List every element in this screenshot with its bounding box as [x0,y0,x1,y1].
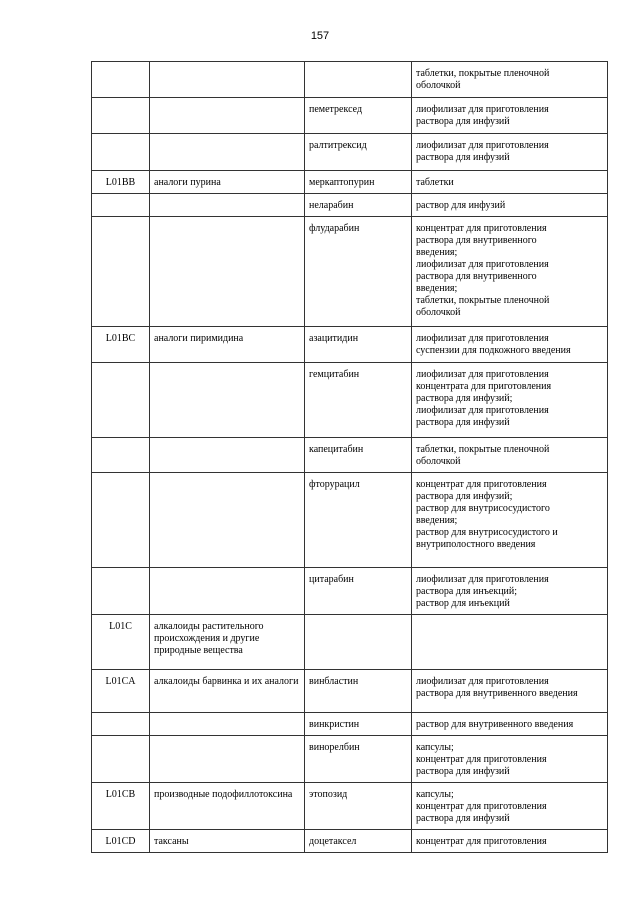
table-row [92,438,608,473]
table-row [92,670,608,713]
drug-name-cell: гемцитабин [305,363,412,438]
table-row [92,736,608,783]
dosage-form-line: лиофилизат для приготовления [416,574,549,585]
group-name-cell [150,194,305,217]
group-name-cell: аналоги пурина [150,171,305,194]
atc-code-cell: L01CA [92,670,150,713]
dosage-form-line: раствор для инъекций [416,598,510,609]
group-name-cell [150,736,305,783]
dosage-forms-cell [412,134,608,171]
dosage-forms-cell [412,783,608,830]
group-name-cell: производные подофиллотоксина [150,783,305,830]
dosage-forms-cell [412,473,608,568]
dosage-forms-cell [412,438,608,473]
drug-name-cell [305,62,412,98]
table-row [92,327,608,363]
dosage-form-line: капсулы; [416,789,454,800]
atc-code-cell [92,568,150,615]
dosage-form-line: концентрат для приготовления [416,801,547,812]
table-row [92,194,608,217]
drug-name-cell: винкристин [305,713,412,736]
dosage-form-line: таблетки [416,177,454,188]
atc-code-cell [92,194,150,217]
dosage-form-line: лиофилизат для приготовления [416,676,549,687]
drug-name-cell: азацитидин [305,327,412,363]
dosage-forms-cell [412,736,608,783]
dosage-forms-cell [412,171,608,194]
group-name-cell [150,134,305,171]
dosage-forms-cell [412,568,608,615]
atc-code-cell: L01CB [92,783,150,830]
dosage-form-line: введения; [416,515,458,526]
atc-code-cell [92,438,150,473]
drug-name-cell: доцетаксел [305,830,412,853]
page-number: 157 [310,30,330,42]
group-name-cell [150,473,305,568]
dosage-form-line: оболочкой [416,307,461,318]
dosage-form-line: таблетки, покрытые пленочной [416,68,550,79]
drug-name-cell: фторурацил [305,473,412,568]
table-row [92,830,608,853]
table-row [92,783,608,830]
dosage-form-line: лиофилизат для приготовления [416,333,549,344]
table-row [92,473,608,568]
dosage-form-line: раствора для внутривенного [416,235,537,246]
atc-code-cell: L01CD [92,830,150,853]
dosage-forms-cell [412,327,608,363]
dosage-form-line: лиофилизат для приготовления [416,369,549,380]
dosage-form-line: таблетки, покрытые пленочной [416,444,550,455]
atc-code-cell: L01BB [92,171,150,194]
dosage-form-line: раствора для инфузий [416,116,510,127]
group-name-cell [150,98,305,134]
dosage-forms-cell [412,62,608,98]
atc-code-cell [92,134,150,171]
drug-name-cell: этопозид [305,783,412,830]
dosage-form-line: оболочкой [416,80,461,91]
group-name-cell: таксаны [150,830,305,853]
dosage-form-line: раствор для инфузий [416,200,506,211]
dosage-form-line: капсулы; [416,742,454,753]
dosage-forms-cell [412,713,608,736]
dosage-form-line: раствора для инфузий [416,766,510,777]
dosage-form-line: введения; [416,247,458,258]
atc-code-cell [92,98,150,134]
dosage-form-line: раствор для внутрисосудистого и [416,527,558,538]
dosage-form-line: лиофилизат для приготовления [416,140,549,151]
group-name-cell [150,713,305,736]
drug-name-cell: неларабин [305,194,412,217]
table-row [92,171,608,194]
dosage-form-line: введения; [416,283,458,294]
dosage-form-line: концентрат для приготовления [416,479,547,490]
drug-name-cell: пеметрексед [305,98,412,134]
dosage-form-line: концентрата для приготовления [416,381,552,392]
dosage-form-line: концентрат для приготовления [416,836,547,847]
table-row [92,98,608,134]
dosage-forms-cell [412,98,608,134]
table-row [92,615,608,670]
atc-code-cell [92,62,150,98]
dosage-form-line: раствора для внутривенного [416,271,537,282]
drug-name-cell: винорелбин [305,736,412,783]
dosage-form-line: раствор для внутривенного введения [416,719,574,730]
dosage-forms-cell [412,363,608,438]
dosage-form-line: раствора для внутривенного введения [416,688,578,699]
drug-table [91,61,608,853]
dosage-form-line: раствора для инфузий [416,813,510,824]
group-name-cell [150,62,305,98]
dosage-form-line: таблетки, покрытые пленочной [416,295,550,306]
drug-name-cell [305,615,412,670]
dosage-form-line: лиофилизат для приготовления [416,259,549,270]
dosage-forms-cell [412,670,608,713]
drug-name-cell: капецитабин [305,438,412,473]
dosage-form-line: раствор для внутрисосудистого [416,503,550,514]
atc-code-cell: L01C [92,615,150,670]
dosage-form-line: концентрат для приготовления [416,223,547,234]
table-row [92,134,608,171]
group-name-cell: алкалоиды барвинка и их аналоги [150,670,305,713]
atc-code-cell: L01BC [92,327,150,363]
dosage-form-line: раствора для инфузий; [416,491,513,502]
group-name-cell: аналоги пиримидина [150,327,305,363]
dosage-form-line: оболочкой [416,456,461,467]
table-row [92,363,608,438]
table-row [92,217,608,327]
group-name-cell [150,363,305,438]
atc-code-cell [92,363,150,438]
drug-name-cell: меркаптопурин [305,171,412,194]
dosage-form-line: раствора для инъекций; [416,586,518,597]
dosage-form-line: раствора для инфузий [416,417,510,428]
drug-name-cell: флударабин [305,217,412,327]
group-name-cell [150,217,305,327]
drug-name-cell: ралтитрексид [305,134,412,171]
drug-name-cell: винбластин [305,670,412,713]
group-name-cell: алкалоиды растительного происхождения и другие природные вещества [150,615,305,670]
dosage-form-line: лиофилизат для приготовления [416,104,549,115]
dosage-forms-cell [412,217,608,327]
table-row [92,568,608,615]
dosage-forms-cell [412,830,608,853]
table-row [92,713,608,736]
dosage-form-line: суспензии для подкожного введения [416,345,571,356]
atc-code-cell [92,217,150,327]
drug-name-cell: цитарабин [305,568,412,615]
group-name-cell [150,438,305,473]
atc-code-cell [92,473,150,568]
dosage-form-line: лиофилизат для приготовления [416,405,549,416]
dosage-form-line: концентрат для приготовления [416,754,547,765]
dosage-form-line: раствора для инфузий; [416,393,513,404]
table-row [92,62,608,98]
group-name-cell [150,568,305,615]
atc-code-cell [92,713,150,736]
dosage-form-line: раствора для инфузий [416,152,510,163]
dosage-forms-cell [412,615,608,670]
atc-code-cell [92,736,150,783]
dosage-form-line: внутриполостного введения [416,539,536,550]
dosage-forms-cell [412,194,608,217]
